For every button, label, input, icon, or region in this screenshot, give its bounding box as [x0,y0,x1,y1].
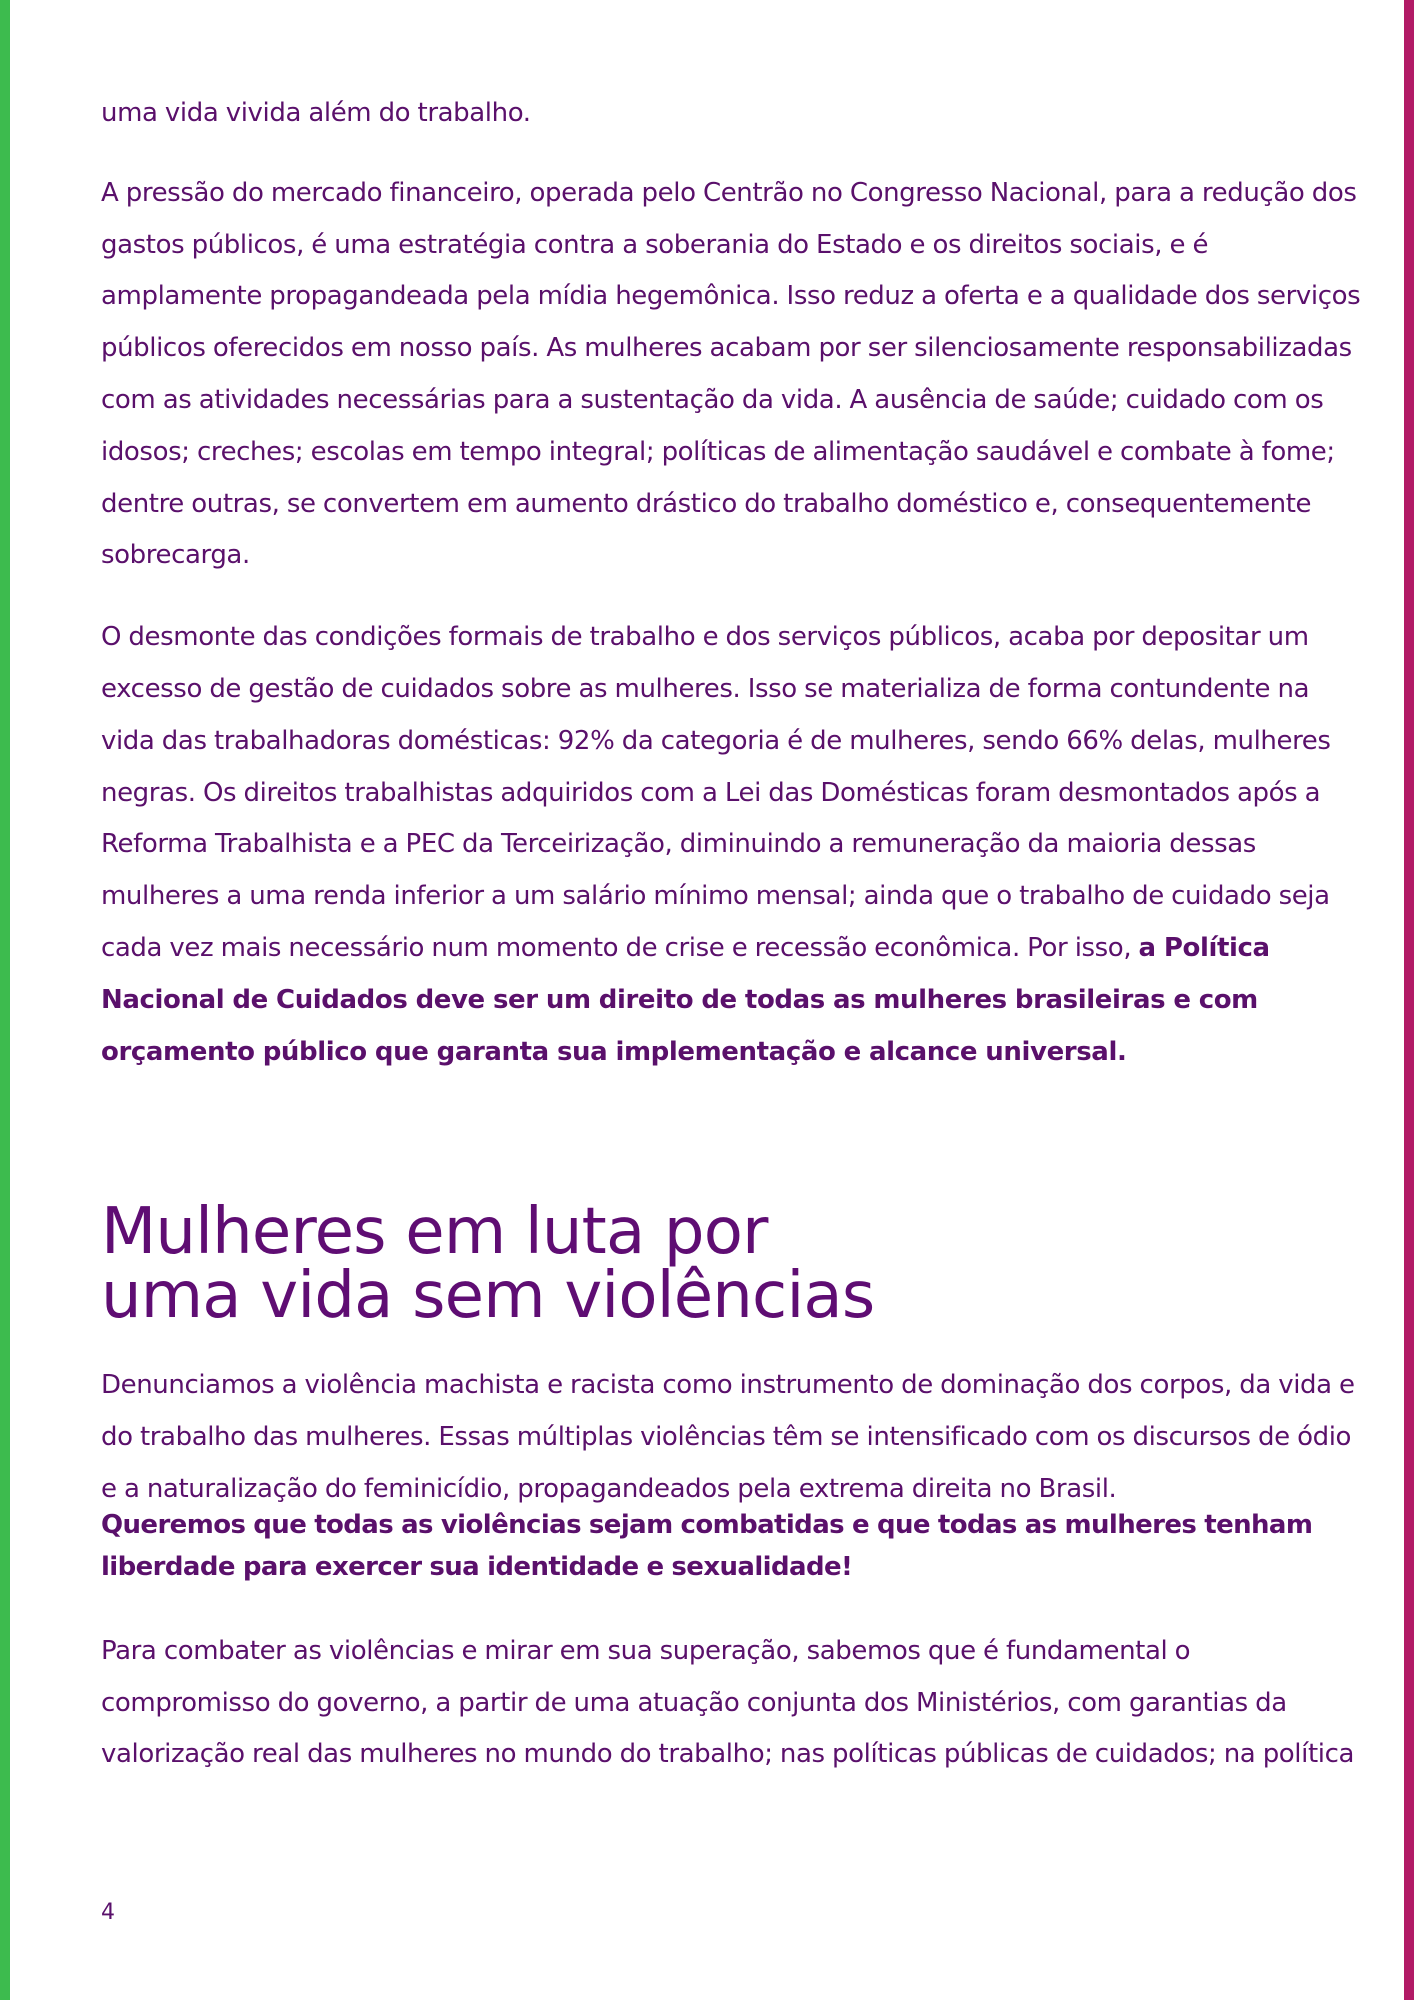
page-content [101,88,1363,1781]
paragraph-financial-pressure: A pressão do mercado financeiro, operada pelo Centrão no Congresso Nacional, para a redução dos gastos públicos, é uma estratégia contra a soberania do Estado e os direitos sociais, e é amplamente propagandeada pela mídia hegemônica. Isso reduz a oferta e a qualidade dos serviços públicos oferecidos em nosso país. As mulheres acabam por ser silenciosamente responsabilizadas com as atividades necessárias para a sustentação da vida. A ausência de saúde; cuidado com os idosos; creches; escolas em tempo integral; políticas de alimentação saudável e combate à fome; dentre outras, se convertem em aumento drástico do trabalho doméstico e, consequentemente sobrecarga. [101,177,1361,571]
paragraph-demand-emphasis: Queremos que todas as violências sejam combatidas e que todas as mulheres tenham liberdade para exercer sua identidade e sexualidade! [101,1509,1313,1582]
section-heading-line-1: Mulheres em luta por [101,1195,768,1270]
section-heading-line-2: uma vida sem violências [101,1259,875,1334]
care-policy-emphasis: a Política Nacional de Cuidados deve ser um direito de todas as mulheres brasileiras e com orçamento público que garanta sua implementação e alcance universal. [101,932,1270,1067]
paragraph-continuation: uma vida vivida além do trabalho. [101,98,531,128]
left-edge-bar [0,0,10,2000]
paragraph-domestic-workers-text: O desmonte das condições formais de trabalho e dos serviços públicos, acaba por depositar um excesso de gestão de cuidados sobre as mulheres. Isso se materializa de forma contundente na vida das trabalhadoras domésticas: 92% da categoria é de mulheres, sendo 66% delas, mulheres negras. Os direitos trabalhistas adquiridos com a Lei das Domésticas foram desmontados após a Reforma Trabalhista e a PEC da Terceirização, diminuindo a remuneração da maioria dessas mulheres a uma renda inferior a um salário mínimo mensal; ainda que o trabalho de cuidado seja cada vez mais necessário num momento de crise e recessão econômica. Por isso, [101,622,1331,963]
section-heading [101,1195,1363,1334]
page-number: 4 [101,1900,115,1925]
paragraph-denounce-violence: Denunciamos a violência machista e racista como instrumento de dominação dos corpos, da vida e do trabalho das mulheres. Essas múltiplas violências têm se intensificado com os discursos de ódio e a naturalização do feminicídio, propagandeados pela extrema direita no Brasil. [101,1370,1355,1504]
paragraph-domestic-workers [101,612,1363,1078]
paragraph-government-commitment: Para combater as violências e mirar em sua superação, sabemos que é fundamental o compromisso do governo, a partir de uma atuação conjunta dos Ministérios, com garantias da valorização real das mulheres no mundo do trabalho; nas políticas públicas de cuidados; na política [101,1635,1354,1770]
right-edge-bar [1404,0,1414,2000]
